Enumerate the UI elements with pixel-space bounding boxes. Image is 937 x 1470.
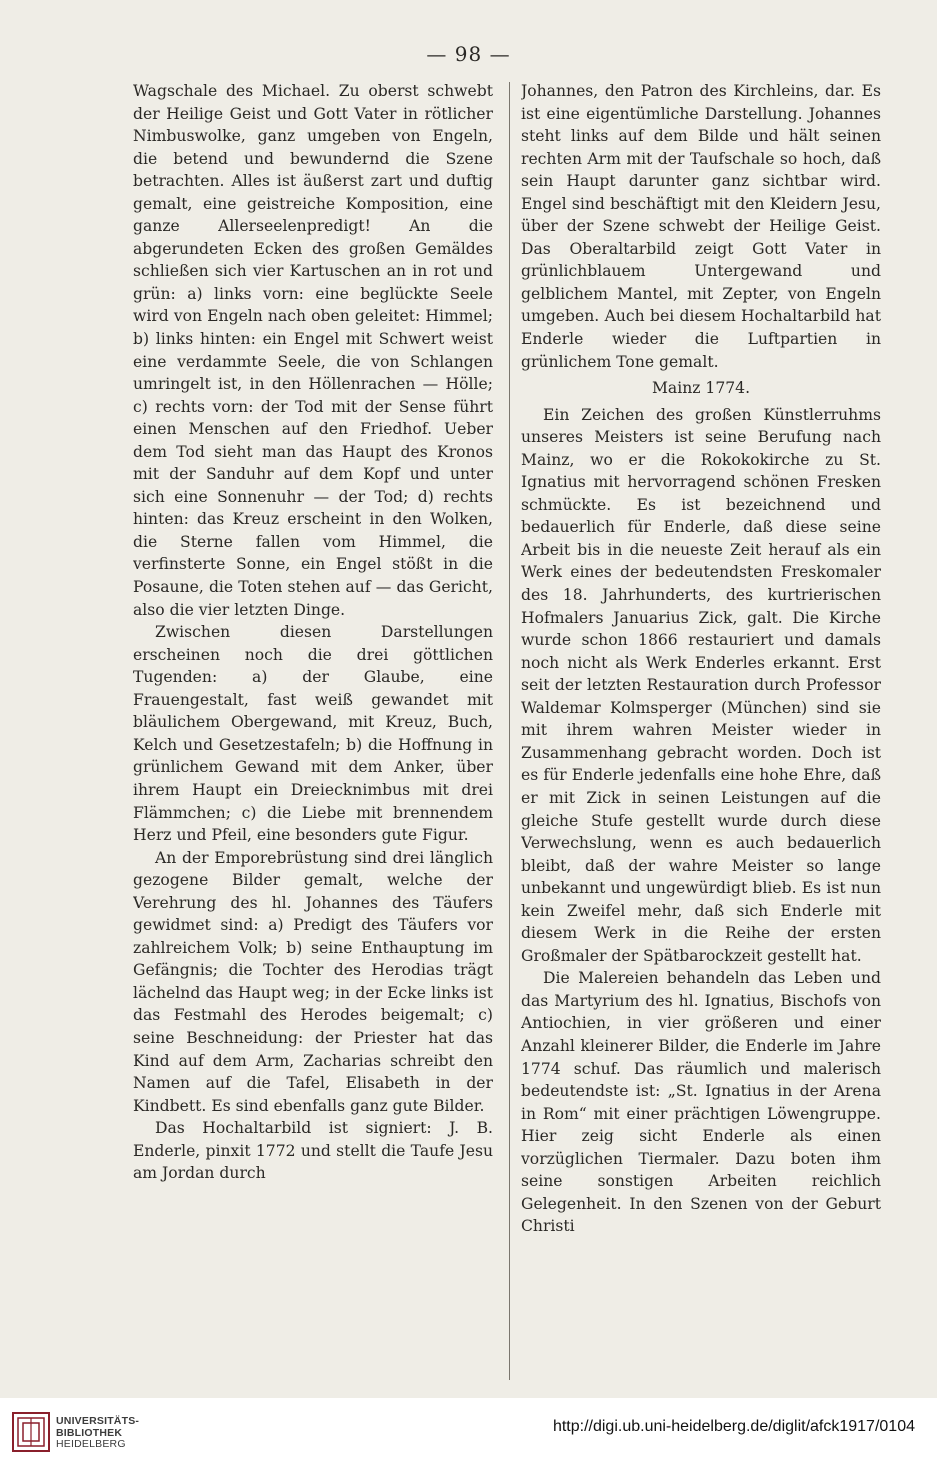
university-seal-icon — [12, 1412, 50, 1452]
paragraph: An der Emporebrüstung sind drei länglich gezogene Bilder gemalt, welche der Verehrung des hl. Johannes des Täufers gewidmet sind: a) Predigt des Täufers vor zahlreichem Volk; b) seine Enthauptung im Gefängnis; die Tochter des Herodias trägt lächelnd das Haupt weg; in der Ecke links ist das Festmahl des Herodes beigemalt; c) seine Beschneidung: der Priester hat das Kind auf dem Arm, Zacharias schreibt den Namen auf die Tafel, Elisabeth in der Kindbett. Es sind ebenfalls ganz gute Bilder. — [133, 848, 493, 1115]
institution-line: HEIDELBERG — [56, 1438, 126, 1450]
paragraph: Ein Zeichen des großen Künstlerruhms unseres Meisters ist seine Berufung nach Mainz, wo er die Rokokokirche zu St. Ignatius mit hervorragend schönen Fresken schmückte. Es ist bezeichnend und bedauerlich für Enderle, daß diese seine Arbeit bis in die neueste Zeit herauf als ein Werk eines der bedeutendsten Freskomaler des 18. Jahrhunderts, des kurtrierischen Hofmalers Januarius Zick, galt. Die Kirche wurde schon 1866 restauriert und damals noch nicht als Werk Enderles erkannt. Erst seit der letzten Restauration durch Professor Waldemar Kolmsperger (München) sind sie mit ihrem wahren Meister wieder in Zusammenhang gebracht worden. Doch ist es für Enderle jedenfalls eine hohe Ehre, daß er mit Zick in seinen Leistungen auf die gleiche Stufe gestellt wurde durch diese Verwechslung, wenn es auch bedauerlich bleibt, daß der wahre Meister so lange unbekannt und ungewürdigt blieb. Es ist nun kein Zweifel mehr, daß sich Enderle mit diesem Werk in die Reihe der ersten Großmaler der Spätbarockzeit gestellt hat. — [521, 405, 881, 965]
paragraph: Die Malereien behandeln das Leben und das Martyrium des hl. Ignatius, Bischofs von Antiochien, in vier größeren und einer Anzahl kleinerer Bilder, die Enderle im Jahre 1774 schuf. Das räumlich und malerisch bedeutendste ist: „St. Ignatius in der Arena in Rom“ mit einer prächtigen Löwengruppe. Hier zeig sicht Enderle als einen vorzüglichen Tiermaler. Dazu boten ihm seine sonstigen Arbeiten reichlich Gelegenheit. In den Szenen von der Geburt Christi — [521, 969, 881, 1236]
paragraph: Zwischen diesen Darstellungen erscheinen noch die drei göttlichen Tugenden: a) der Glaube, eine Frauengestalt, fast weiß gewandet mit bläulichem Obergewand, mit Kreuz, Buch, Kelch und Gesetzestafeln; b) die Hoffnung in grünlichem Gewand mit dem Anker, über ihrem Haupt ein Dreiecknimbus mit drei Flämmchen; c) die Liebe mit brennendem Herz und Pfeil, eine besonders gute Figur. — [133, 623, 493, 845]
section-heading: Mainz 1774. — [651, 379, 751, 398]
paragraph: Johannes, den Patron des Kirchleins, dar. Es ist eine eigentümliche Darstellung. Johannes steht links auf dem Bilde und hält seinen rechten Arm mit der Taufschale so hoch, daß sein Haupt darunter ganz sichtbar wird. Engel sind beschäftigt mit den Kleidern Jesu, über der Szene schwebt der Heilige Geist. Das Oberaltarbild zeigt Gott Vater in grünlichblauem Untergewand und gelblichem Mantel, mit Zepter, von Engeln umgeben. Auch bei diesem Hochaltarbild hat Enderle wieder die Luftpartien in grünlichem Tone gemalt. — [521, 82, 881, 371]
institution-line: BIBLIOTHEK — [56, 1426, 123, 1439]
column-divider — [509, 82, 510, 1380]
left-column — [133, 80, 493, 1380]
footer-bar — [0, 1398, 937, 1470]
source-url-link[interactable]: http://digi.ub.uni-heidelberg.de/diglit/afck1917/0104 — [552, 1418, 915, 1435]
page-number: — 98 — — [426, 42, 511, 66]
paragraph: Das Hochaltarbild ist signiert: J. B. Enderle, pinxit 1772 und stellt die Taufe Jesu am Jordan durch — [133, 1119, 493, 1183]
paragraph: Wagschale des Michael. Zu oberst schwebt der Heilige Geist und Gott Vater in rötlicher Nimbuswolke, ganz umgeben von Engeln, die betend und bewundernd die Szene betrachten. Alles ist äußerst zart und duftig gemalt, eine geistreiche Komposition, eine ganze Allerseelenpredigt! An die abgerundeten Ecken des großen Gemäldes schließen sich vier Kartuschen an in rot und grün: a) links vorn: eine beglückte Seele wird von Engeln nach oben geleitet: Himmel; b) links hinten: ein Engel mit Schwert weist eine verdammte Seele, die von Schlangen umringelt ist, in den Höllenrachen — Hölle; c) rechts vorn: der Tod mit der Sense führt einen Menschen auf den Friedhof. Ueber dem Tod sieht man das Haupt des Kronos mit der Sanduhr auf dem Kopf und unter sich eine Sonnenuhr — der Tod; d) rechts hinten: das Kreuz erscheint in den Wolken, die Sterne fallen vom Himmel, die verfinsterte Sonne, ein Engel stößt in die Posaune, die Toten stehen auf — das Gericht, also die vier letzten Dinge. — [133, 82, 493, 619]
institution-name — [56, 1416, 139, 1451]
right-column — [521, 80, 881, 1380]
institution-line: UNIVERSITÄTS- — [56, 1415, 140, 1427]
